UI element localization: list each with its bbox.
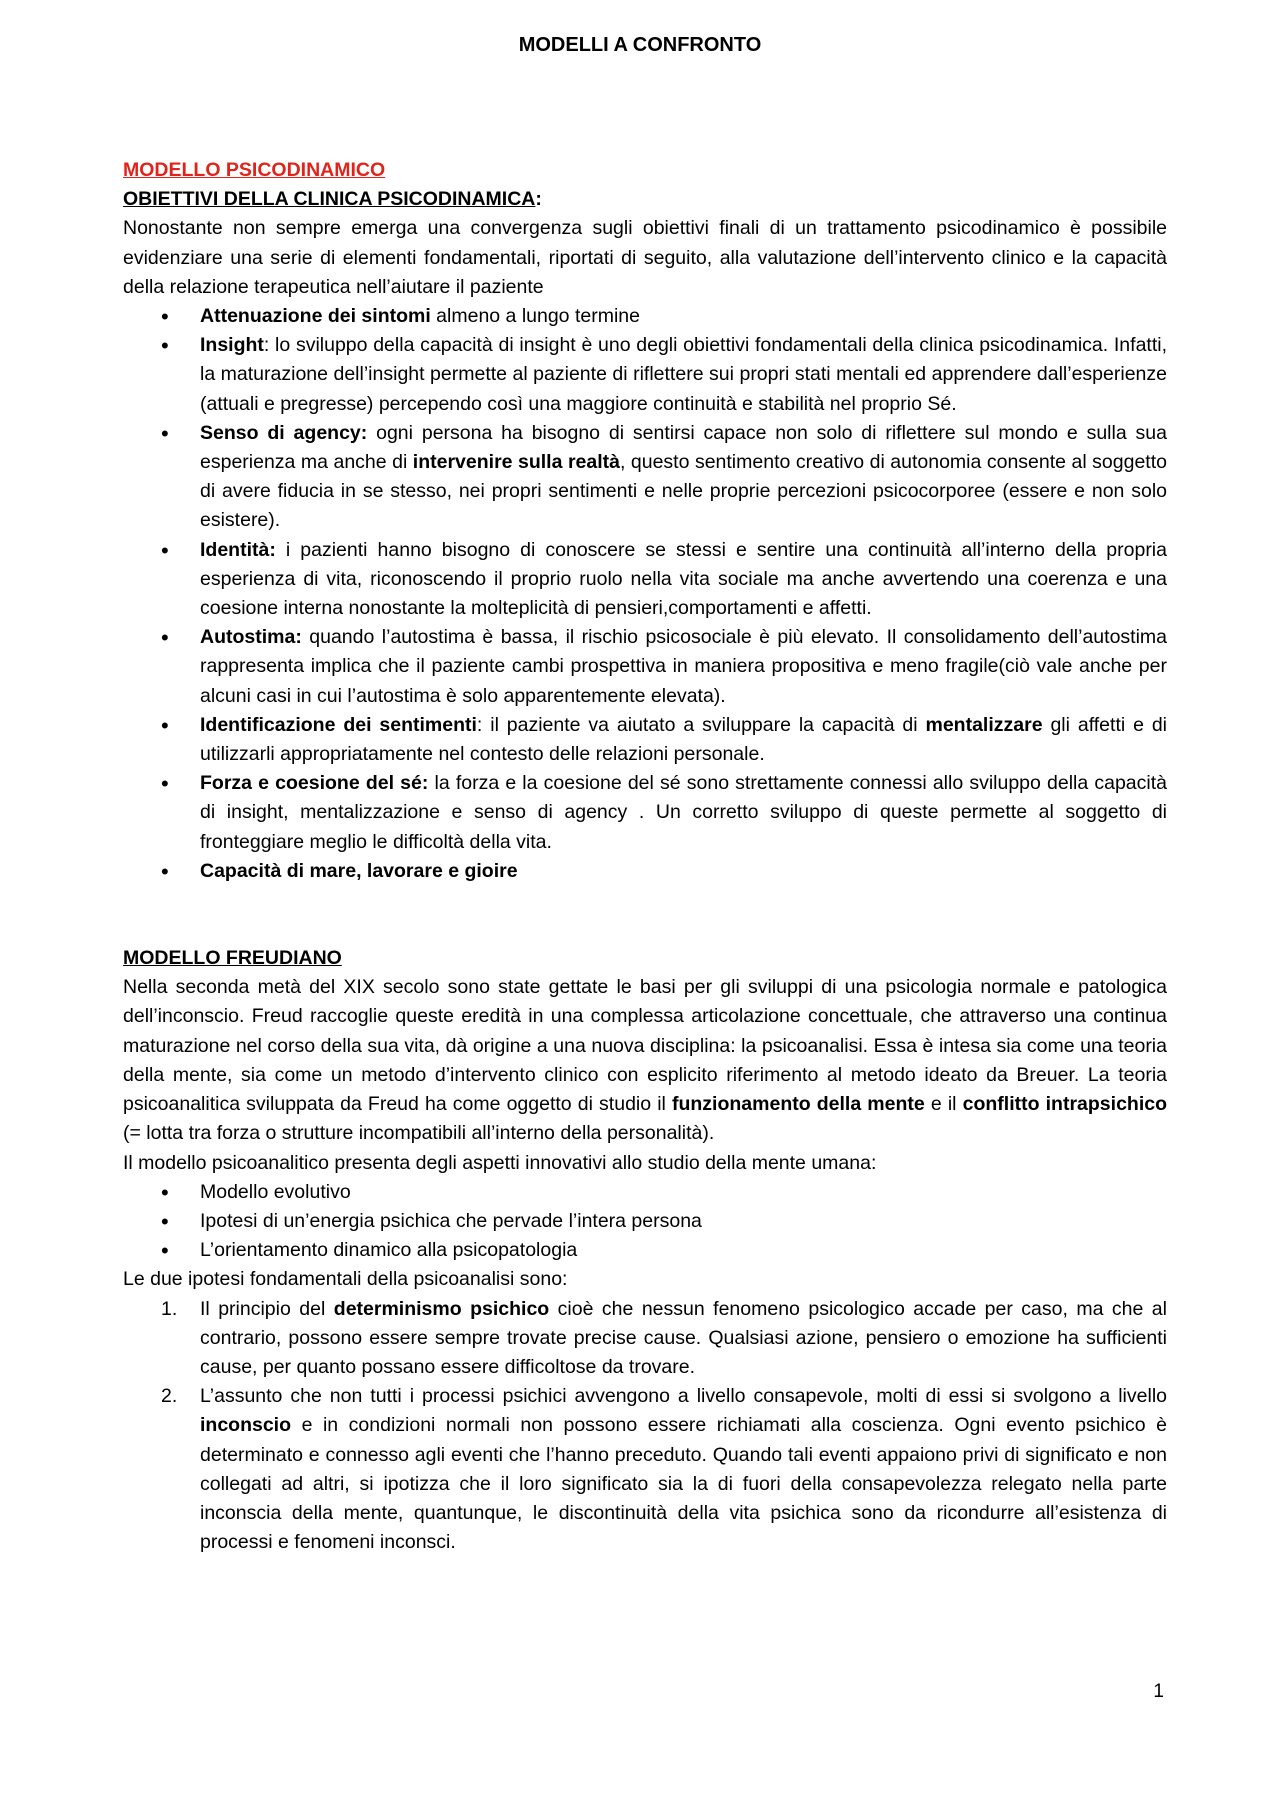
document-body xyxy=(123,156,1167,1557)
list-item xyxy=(123,623,1167,711)
item-term: Insight xyxy=(200,334,264,357)
item-text: gli affetti e di utilizzarli appropriatamente nel contesto delle relazioni personale. xyxy=(200,713,1168,766)
subsection-title: OBIETTIVI DELLA CLINICA PSICODINAMICA xyxy=(123,188,536,211)
item-term: Identità: xyxy=(200,538,276,561)
freud-paragraph xyxy=(123,973,1167,1148)
list-item xyxy=(123,331,1167,419)
item-text: Il principio del xyxy=(200,1297,334,1320)
model-aspects-intro: Il modello psicoanalitico presenta degli aspetti innovativi allo studio della mente umana: xyxy=(123,1151,877,1174)
aspects-list xyxy=(123,1178,1167,1266)
paragraph-emphasis: funzionamento della mente xyxy=(671,1093,925,1116)
paragraph-text: (= lotta tra forza o strutture incompatibili all’interno della personalità). xyxy=(123,1122,715,1145)
item-emphasis: inconscio xyxy=(200,1414,292,1437)
list-item: • Modello evolutivo xyxy=(123,1178,1167,1207)
list-item xyxy=(123,857,1167,886)
list-item xyxy=(123,419,1167,536)
paragraph-text: e il xyxy=(924,1093,963,1116)
section-title-psicodinamico: MODELLO PSICODINAMICO xyxy=(123,159,386,181)
item-text: quando l’autostima è bassa, il rischio psicosociale è più elevato. Il consolidamento dell’autostima rappresenta implica che il paziente cambi prospettiva in maniera propositiva e meno fragile(ciò vale anche per alcuni casi in cui l’autostima è solo apparentemente elevata). xyxy=(200,626,1167,707)
list-item: • Ipotesi di un’energia psichica che pervade l’intera persona xyxy=(123,1207,1167,1236)
hypotheses-intro: Le due ipotesi fondamentali della psicoanalisi sono: xyxy=(123,1268,568,1291)
item-term: Senso di agency: xyxy=(200,421,368,444)
item-text: e in condizioni normali non possono essere richiamati alla coscienza. Ogni evento psichico è determinato e connesso agli eventi che l’hanno preceduto. Quando tali eventi appaiono privi di significato e non collegati ad altri, si ipotizza che il loro significato sia la di fuori della consapevolezza relegato nella parte inconscia della mente, quantunque, le discontinuità della vita psichica sono da ricondurre all’esistenza di processi e fenomeni inconsci. xyxy=(200,1414,1167,1554)
list-item: • L’orientamento dinamico alla psicopatologia xyxy=(123,1236,1167,1265)
numbered-item xyxy=(123,1382,1167,1557)
item-text: ogni persona ha bisogno di sentirsi capace non solo di riflettere sul mondo e sulla sua esperienza ma anche di xyxy=(200,421,1167,474)
item-term: Autostima: xyxy=(200,626,302,649)
item-text: : il paziente va aiutato a sviluppare la capacità di xyxy=(476,713,926,736)
item-term: Identificazione dei sentimenti xyxy=(200,713,477,736)
item-text: : lo sviluppo della capacità di insight è uno degli obiettivi fondamentali della clinica psicodinamica. Infatti, la maturazione dell’insight permette al paziente di riflettere sui propri stati mentali ed apprendere dall’esperienze (attuali e pregresse) percependo così una maggiore continuità e stabilità nel proprio Sé. xyxy=(200,334,1167,415)
item-emphasis: determinismo psichico xyxy=(333,1297,550,1320)
item-text: almeno a lungo termine xyxy=(430,305,640,328)
item-text: la forza e la coesione del sé sono strettamente connessi allo sviluppo della capacità di insight, mentalizzazione e senso di agency . Un corretto sviluppo di queste permette al soggetto di fronteggiare meglio le difficoltà della vita. xyxy=(200,772,1167,853)
item-term: Forza e coesione del sé: xyxy=(200,772,429,795)
item-number: 1. xyxy=(161,1297,178,1320)
list-item xyxy=(123,536,1167,624)
paragraph-emphasis: conflitto intrapsichico xyxy=(962,1093,1167,1116)
item-term: Capacità di mare, lavorare e gioire xyxy=(200,859,518,882)
subsection-heading xyxy=(123,185,1167,214)
subsection-colon: : xyxy=(535,188,542,211)
intro-paragraph: Nonostante non sempre emerga una convergenza sugli obiettivi finali di un trattamento psicodinamico è possibile evidenziare una serie di elementi fondamentali, riportati di seguito, alla valutazione dell’intervento clinico e la capacità della relazione terapeutica nell’aiutare il paziente xyxy=(123,217,1167,298)
item-text: i pazienti hanno bisogno di conoscere se stessi e sentire una continuità all’interno della propria esperienza di vita, riconoscendo il proprio ruolo nella vita sociale ma anche avvertendo una coerenza e una coesione interna nonostante la molteplicità di pensieri,comportamenti e affetti. xyxy=(200,538,1167,620)
list-item xyxy=(123,769,1167,857)
page-number: 1 xyxy=(1153,1681,1164,1702)
list-item xyxy=(123,302,1167,331)
section-title-freudiano: MODELLO FREUDIANO xyxy=(123,947,342,970)
item-term: Attenuazione dei sintomi xyxy=(200,305,431,328)
paragraph-text: Nella seconda metà del XIX secolo sono state gettate le basi per gli sviluppi di una psicologia normale e patologica dell’inconscio. Freud raccoglie queste eredità in una complessa articolazione concettuale, che attraverso una continua maturazione nel corso della sua vita, dà origine a una nuova disciplina: la psicoanalisi. Essa è intesa sia come una teoria della mente, sia come un metodo d’intervento clinico con esplicito riferimento al metodo ideato da Breuer. La teoria psicoanalitica sviluppata da Freud ha come oggetto di studio il xyxy=(123,976,1167,1116)
hypotheses-list xyxy=(123,1295,1167,1558)
objectives-list xyxy=(123,302,1167,886)
numbered-item xyxy=(123,1295,1167,1383)
list-item xyxy=(123,711,1167,769)
item-text: cioè che nessun fenomeno psicologico accade per caso, ma che al contrario, possono essere sempre trovate precise cause. Qualsiasi azione, pensiero o emozione ha sufficienti cause, per quanto possano essere difficoltose da trovare. xyxy=(200,1297,1167,1378)
item-emphasis: intervenire sulla realtà xyxy=(412,451,620,474)
page-title: MODELLI A CONFRONTO xyxy=(518,34,762,56)
item-text: L’assunto che non tutti i processi psichici avvengono a livello consapevole, molti di essi si svolgono a livello xyxy=(200,1385,1167,1408)
item-emphasis: mentalizzare xyxy=(925,713,1043,736)
item-number: 2. xyxy=(161,1385,178,1408)
item-text: , questo sentimento creativo di autonomia consente al soggetto di avere fiducia in se stesso, nei propri sentimenti e nelle proprie percezioni psicocorporee (essere e non solo esistere). xyxy=(200,451,1167,532)
